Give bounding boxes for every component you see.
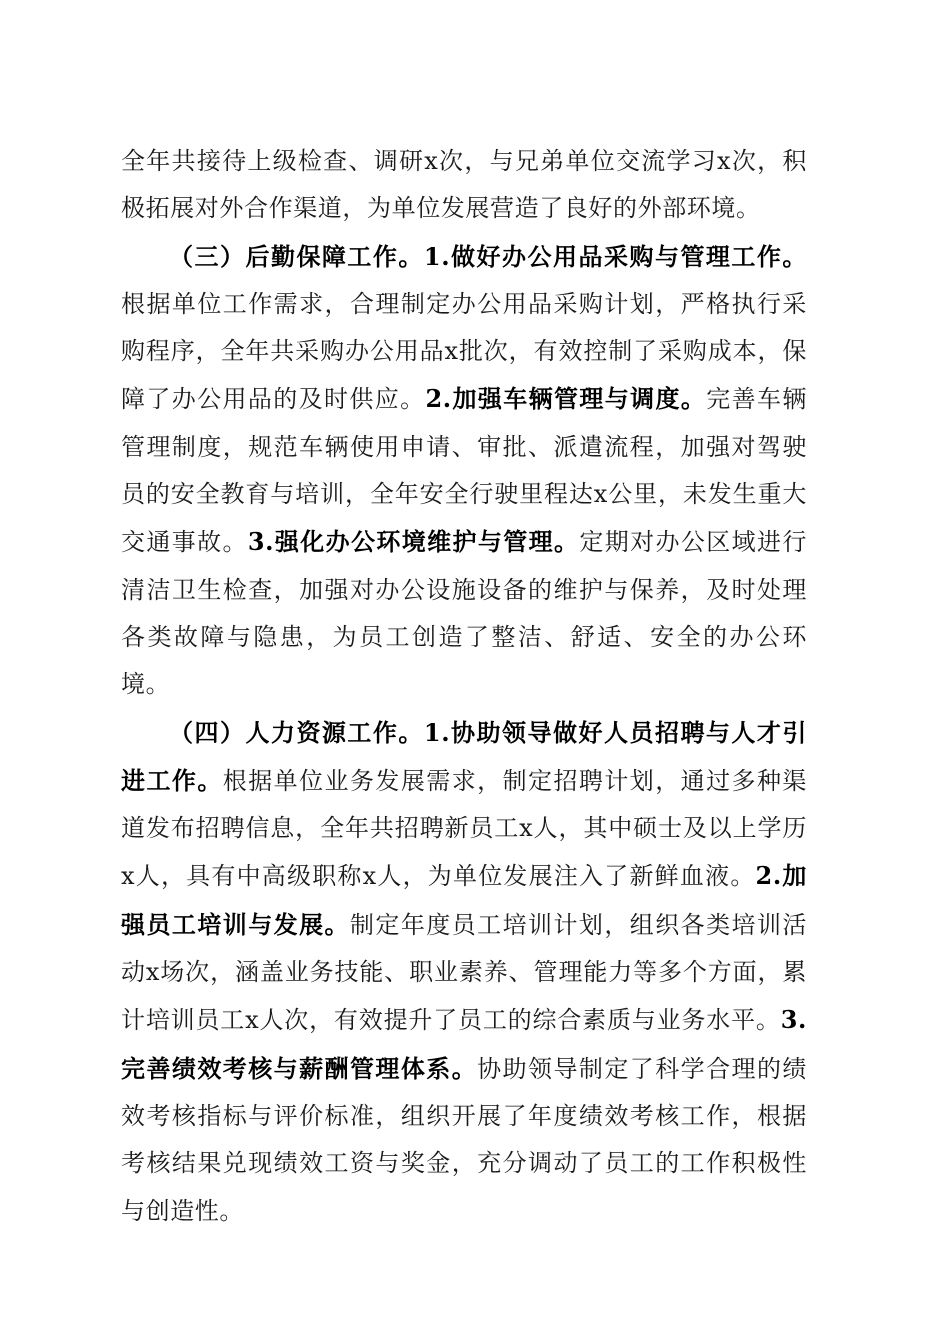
body-text: 协助领导制定了科学合理的绩效考核指标与评价标准，组织开展了年度绩效考核工作，根据考核结果兑现绩效工资与奖金，充分调动了员工的工作积极性与创造性。	[121, 1054, 807, 1225]
subheading-staff-training: 2.加强员工培训与发展。	[121, 861, 807, 939]
paragraph-logistics	[121, 233, 807, 709]
body-text: 全年共接待上级检查、调研x次，与兄弟单位交流学习x次，积极拓展对外合作渠道，为单位发展营造了良好的外部环境。	[121, 147, 807, 223]
body-text: 定期对办公区域进行清洁卫生检查，加强对办公设施设备的维护与保养，及时处理各类故障与隐患，为员工创造了整洁、舒适、安全的办公环境。	[121, 528, 807, 699]
paragraph-external-exchange	[121, 138, 807, 233]
subheading-office-environment: 3.强化办公环境维护与管理。	[247, 527, 580, 557]
subheading-performance-compensation: 3.完善绩效考核与薪酬管理体系。	[121, 1005, 807, 1083]
body-text: 完善车辆管理制度，规范车辆使用申请、审批、派遣流程，加强对驾驶员的安全教育与培训，全年安全行驶里程达x公里，未发生重大交通事故。	[121, 385, 808, 557]
subheading-vehicle-management: 2.加强车辆管理与调度。	[425, 384, 707, 414]
body-text: 根据单位工作需求，合理制定办公用品采购计划，严格执行采购程序，全年共采购办公用品x批次，有效控制了采购成本，保障了办公用品的及时供应。	[121, 289, 807, 414]
section-heading-human-resources: （四）人力资源工作。1.协助领导做好人员招聘与人才引进工作。	[121, 717, 807, 795]
paragraph-human-resources	[121, 709, 807, 1235]
document-body	[121, 138, 807, 1235]
section-heading-logistics: （三）后勤保障工作。1.做好办公用品采购与管理工作。	[169, 241, 807, 271]
body-text: 制定年度员工培训计划，组织各类培训活动x场次，涵盖业务技能、职业素养、管理能力等多个方面，累计培训员工x人次，有效提升了员工的综合素质与业务水平。	[121, 910, 807, 1035]
body-text: 根据单位业务发展需求，制定招聘计划，通过多种渠道发布招聘信息，全年共招聘新员工x人，其中硕士及以上学历x人，具有中高级职称x人，为单位发展注入了新鲜血液。	[121, 766, 807, 891]
